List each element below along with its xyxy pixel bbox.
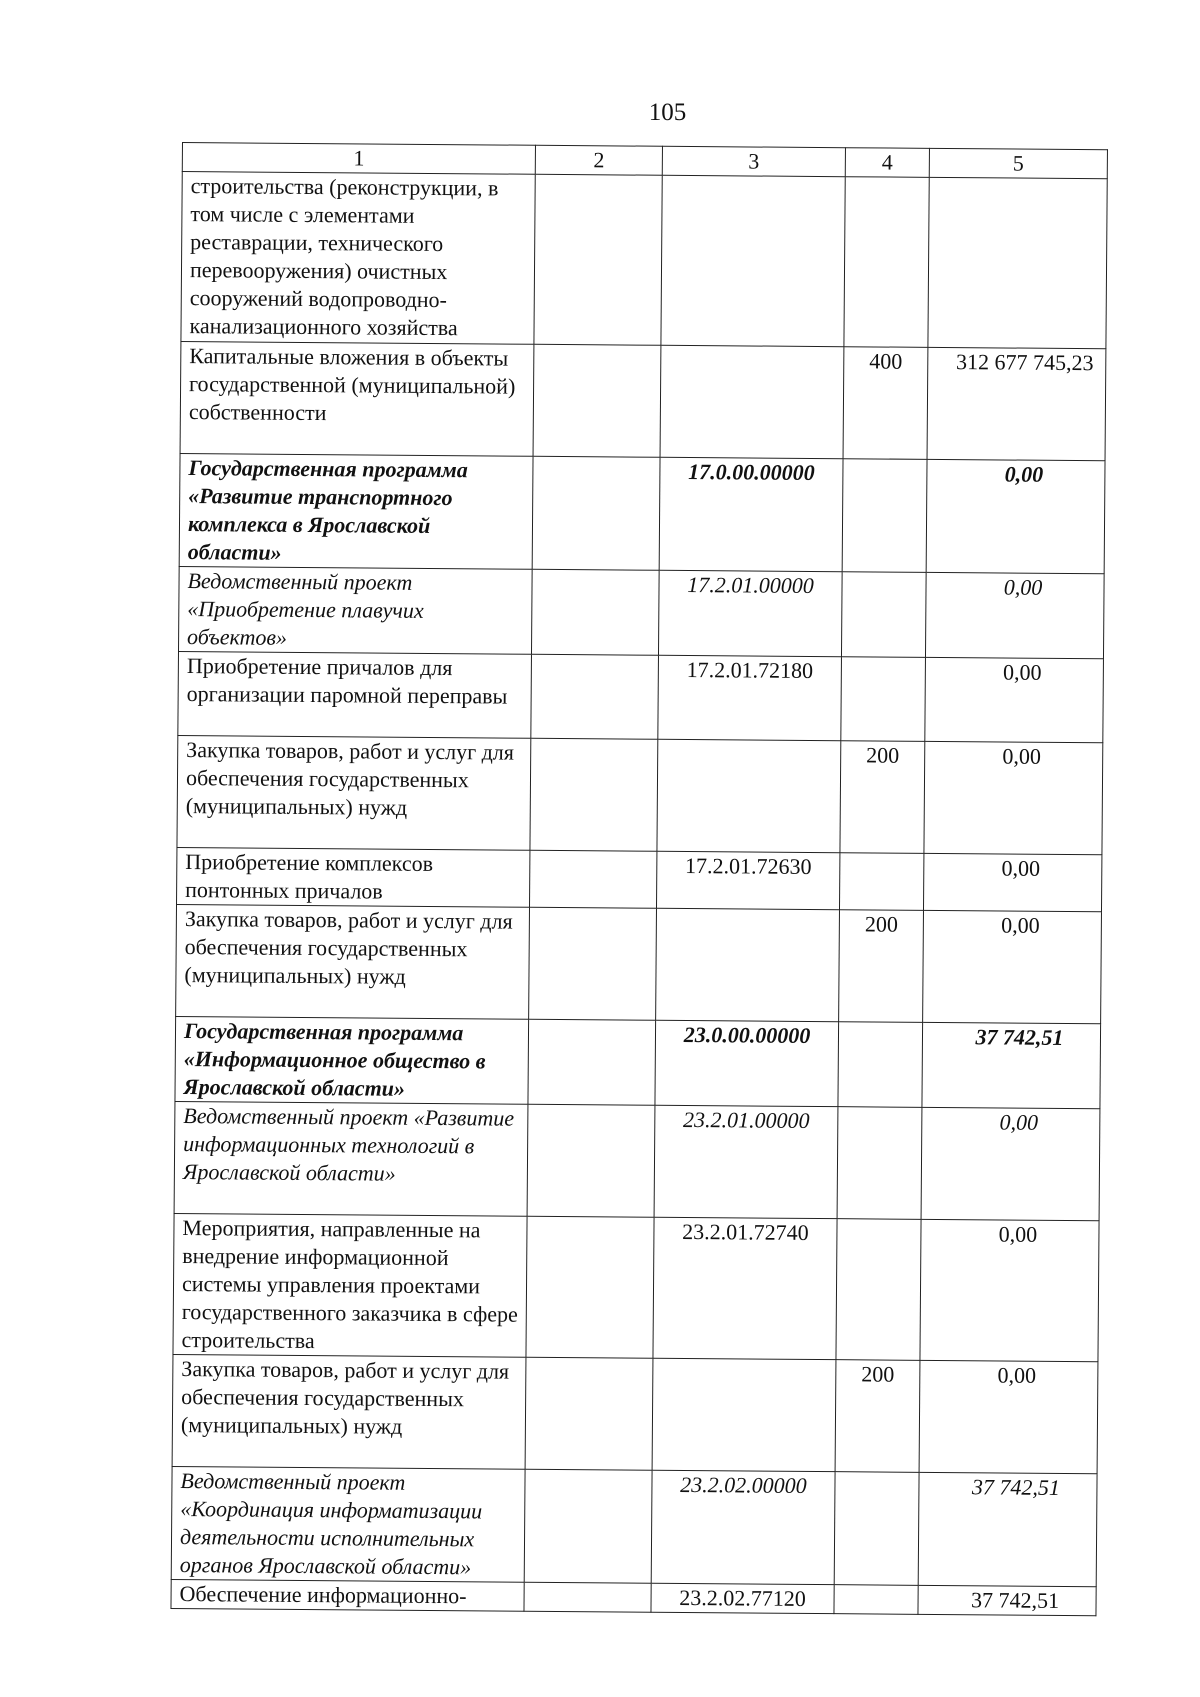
row-col2-cell <box>531 654 659 739</box>
row-amount-cell: 0,00 <box>923 910 1102 1023</box>
row-amount-cell: 0,00 <box>923 853 1101 911</box>
table-row <box>174 1101 1100 1220</box>
budget-table-body <box>171 143 1107 1616</box>
row-expense-type-cell: 200 <box>840 741 925 854</box>
row-expense-type-cell: 400 <box>843 347 928 460</box>
row-col2-cell <box>525 1357 653 1470</box>
table-row <box>171 1579 1096 1615</box>
row-code-cell: 23.2.01.72740 <box>653 1217 837 1359</box>
row-expense-type-cell <box>834 1585 918 1615</box>
row-amount-cell: 312 677 745,23 <box>927 347 1106 460</box>
page-number: 105 <box>648 99 687 126</box>
row-col2-cell <box>530 738 658 851</box>
row-code-cell <box>661 175 845 346</box>
row-col2-cell <box>533 344 661 457</box>
table-row <box>180 341 1106 460</box>
row-amount-cell: 37 742,51 <box>918 1472 1097 1586</box>
row-name-cell: Закупка товаров, работ и услуг для обеспечения государственных (муниципальных) нужд <box>177 735 531 850</box>
table-row <box>177 735 1103 854</box>
row-col2-cell <box>529 907 657 1020</box>
row-col2-cell <box>527 1104 655 1217</box>
row-amount-cell <box>928 177 1107 348</box>
row-amount-cell: 0,00 <box>921 1107 1100 1220</box>
row-code-cell: 23.0.00.00000 <box>655 1020 839 1106</box>
budget-table <box>170 142 1107 1616</box>
row-amount-cell: 0,00 <box>924 741 1103 854</box>
row-code-cell: 17.2.01.72180 <box>658 655 842 740</box>
row-code-cell: 17.0.00.00000 <box>659 457 843 571</box>
table-row <box>178 651 1104 742</box>
table-row <box>178 566 1104 658</box>
row-col2-cell <box>534 174 662 345</box>
row-col2-cell <box>532 456 660 570</box>
row-col2-cell <box>528 1019 656 1105</box>
row-expense-type-cell: 200 <box>835 1360 920 1473</box>
header-cell: 2 <box>535 145 662 175</box>
row-name-cell: Государственная программа «Развитие транспортного комплекса в Ярославской области» <box>179 453 533 569</box>
row-name-cell: Капитальные вложения в объекты государственной (муниципальной) собственности <box>180 341 534 456</box>
row-col2-cell <box>531 569 659 655</box>
table-row <box>177 847 1102 911</box>
row-name-cell: Ведомственный проект «Координация информатизации деятельности исполнительных органов Ярославской области» <box>171 1466 525 1582</box>
row-amount-cell: 0,00 <box>926 459 1105 573</box>
row-expense-type-cell <box>842 459 927 573</box>
row-code-cell <box>652 1358 836 1471</box>
row-expense-type-cell: 200 <box>839 910 924 1023</box>
row-col2-cell <box>530 850 657 908</box>
row-expense-type-cell <box>838 1022 923 1108</box>
row-code-cell: 17.2.01.72630 <box>656 851 839 909</box>
row-amount-cell: 0,00 <box>925 572 1104 658</box>
header-cell: 4 <box>845 148 929 178</box>
row-name-cell: Приобретение комплексов понтонных причалов <box>177 847 530 907</box>
header-cell: 3 <box>662 146 845 176</box>
row-col2-cell <box>524 1582 651 1612</box>
table-row <box>171 1466 1097 1586</box>
table-row <box>181 172 1107 349</box>
row-expense-type-cell <box>837 1107 922 1220</box>
row-expense-type-cell <box>834 1472 919 1586</box>
row-amount-cell: 37 742,51 <box>918 1585 1096 1615</box>
row-amount-cell: 0,00 <box>919 1360 1098 1473</box>
row-expense-type-cell <box>844 177 929 348</box>
row-col2-cell <box>524 1469 652 1583</box>
row-amount-cell: 0,00 <box>920 1219 1099 1361</box>
row-name-cell: Закупка товаров, работ и услуг для обеспечения государственных (муниципальных) нужд <box>176 904 530 1019</box>
row-code-cell: 17.2.01.00000 <box>658 570 842 656</box>
row-name-cell: Обеспечение информационно- <box>171 1579 524 1611</box>
header-cell: 5 <box>929 148 1107 178</box>
row-name-cell: Мероприятия, направленные на внедрение информационной системы управления проектами государственного заказчика в сфере строительства <box>173 1213 527 1357</box>
table-row <box>176 904 1102 1023</box>
row-amount-cell: 0,00 <box>925 657 1104 742</box>
row-name-cell: строительства (реконструкции, в том числе с элементами реставрации, технического перевооружения) очистных сооружений водопроводно-канализационного хозяйства <box>181 172 535 345</box>
row-expense-type-cell <box>836 1219 921 1361</box>
row-name-cell: Государственная программа «Информационное общество в Ярославской области» <box>175 1016 529 1104</box>
row-expense-type-cell <box>841 572 926 658</box>
row-code-cell: 23.2.01.00000 <box>654 1105 838 1218</box>
row-name-cell: Закупка товаров, работ и услуг для обеспечения государственных (муниципальных) нужд <box>172 1354 526 1469</box>
table-row <box>172 1354 1098 1473</box>
row-code-cell: 23.2.02.77120 <box>651 1583 834 1613</box>
row-expense-type-cell <box>841 657 926 742</box>
row-amount-cell: 37 742,51 <box>922 1022 1101 1108</box>
row-code-cell: 23.2.02.00000 <box>651 1470 835 1584</box>
row-code-cell <box>660 345 844 458</box>
row-code-cell <box>656 908 840 1021</box>
table-row <box>175 1016 1101 1108</box>
table-row <box>173 1213 1099 1361</box>
row-name-cell: Приобретение причалов для организации паромной переправы <box>178 651 532 738</box>
row-code-cell <box>657 739 841 852</box>
row-name-cell: Ведомственный проект «Приобретение плавучих объектов» <box>178 566 532 654</box>
header-cell: 1 <box>182 143 535 175</box>
row-col2-cell <box>526 1216 654 1358</box>
row-name-cell: Ведомственный проект «Развитие информационных технологий в Ярославской области» <box>174 1101 528 1216</box>
row-expense-type-cell <box>839 853 923 911</box>
table-row <box>179 453 1105 573</box>
